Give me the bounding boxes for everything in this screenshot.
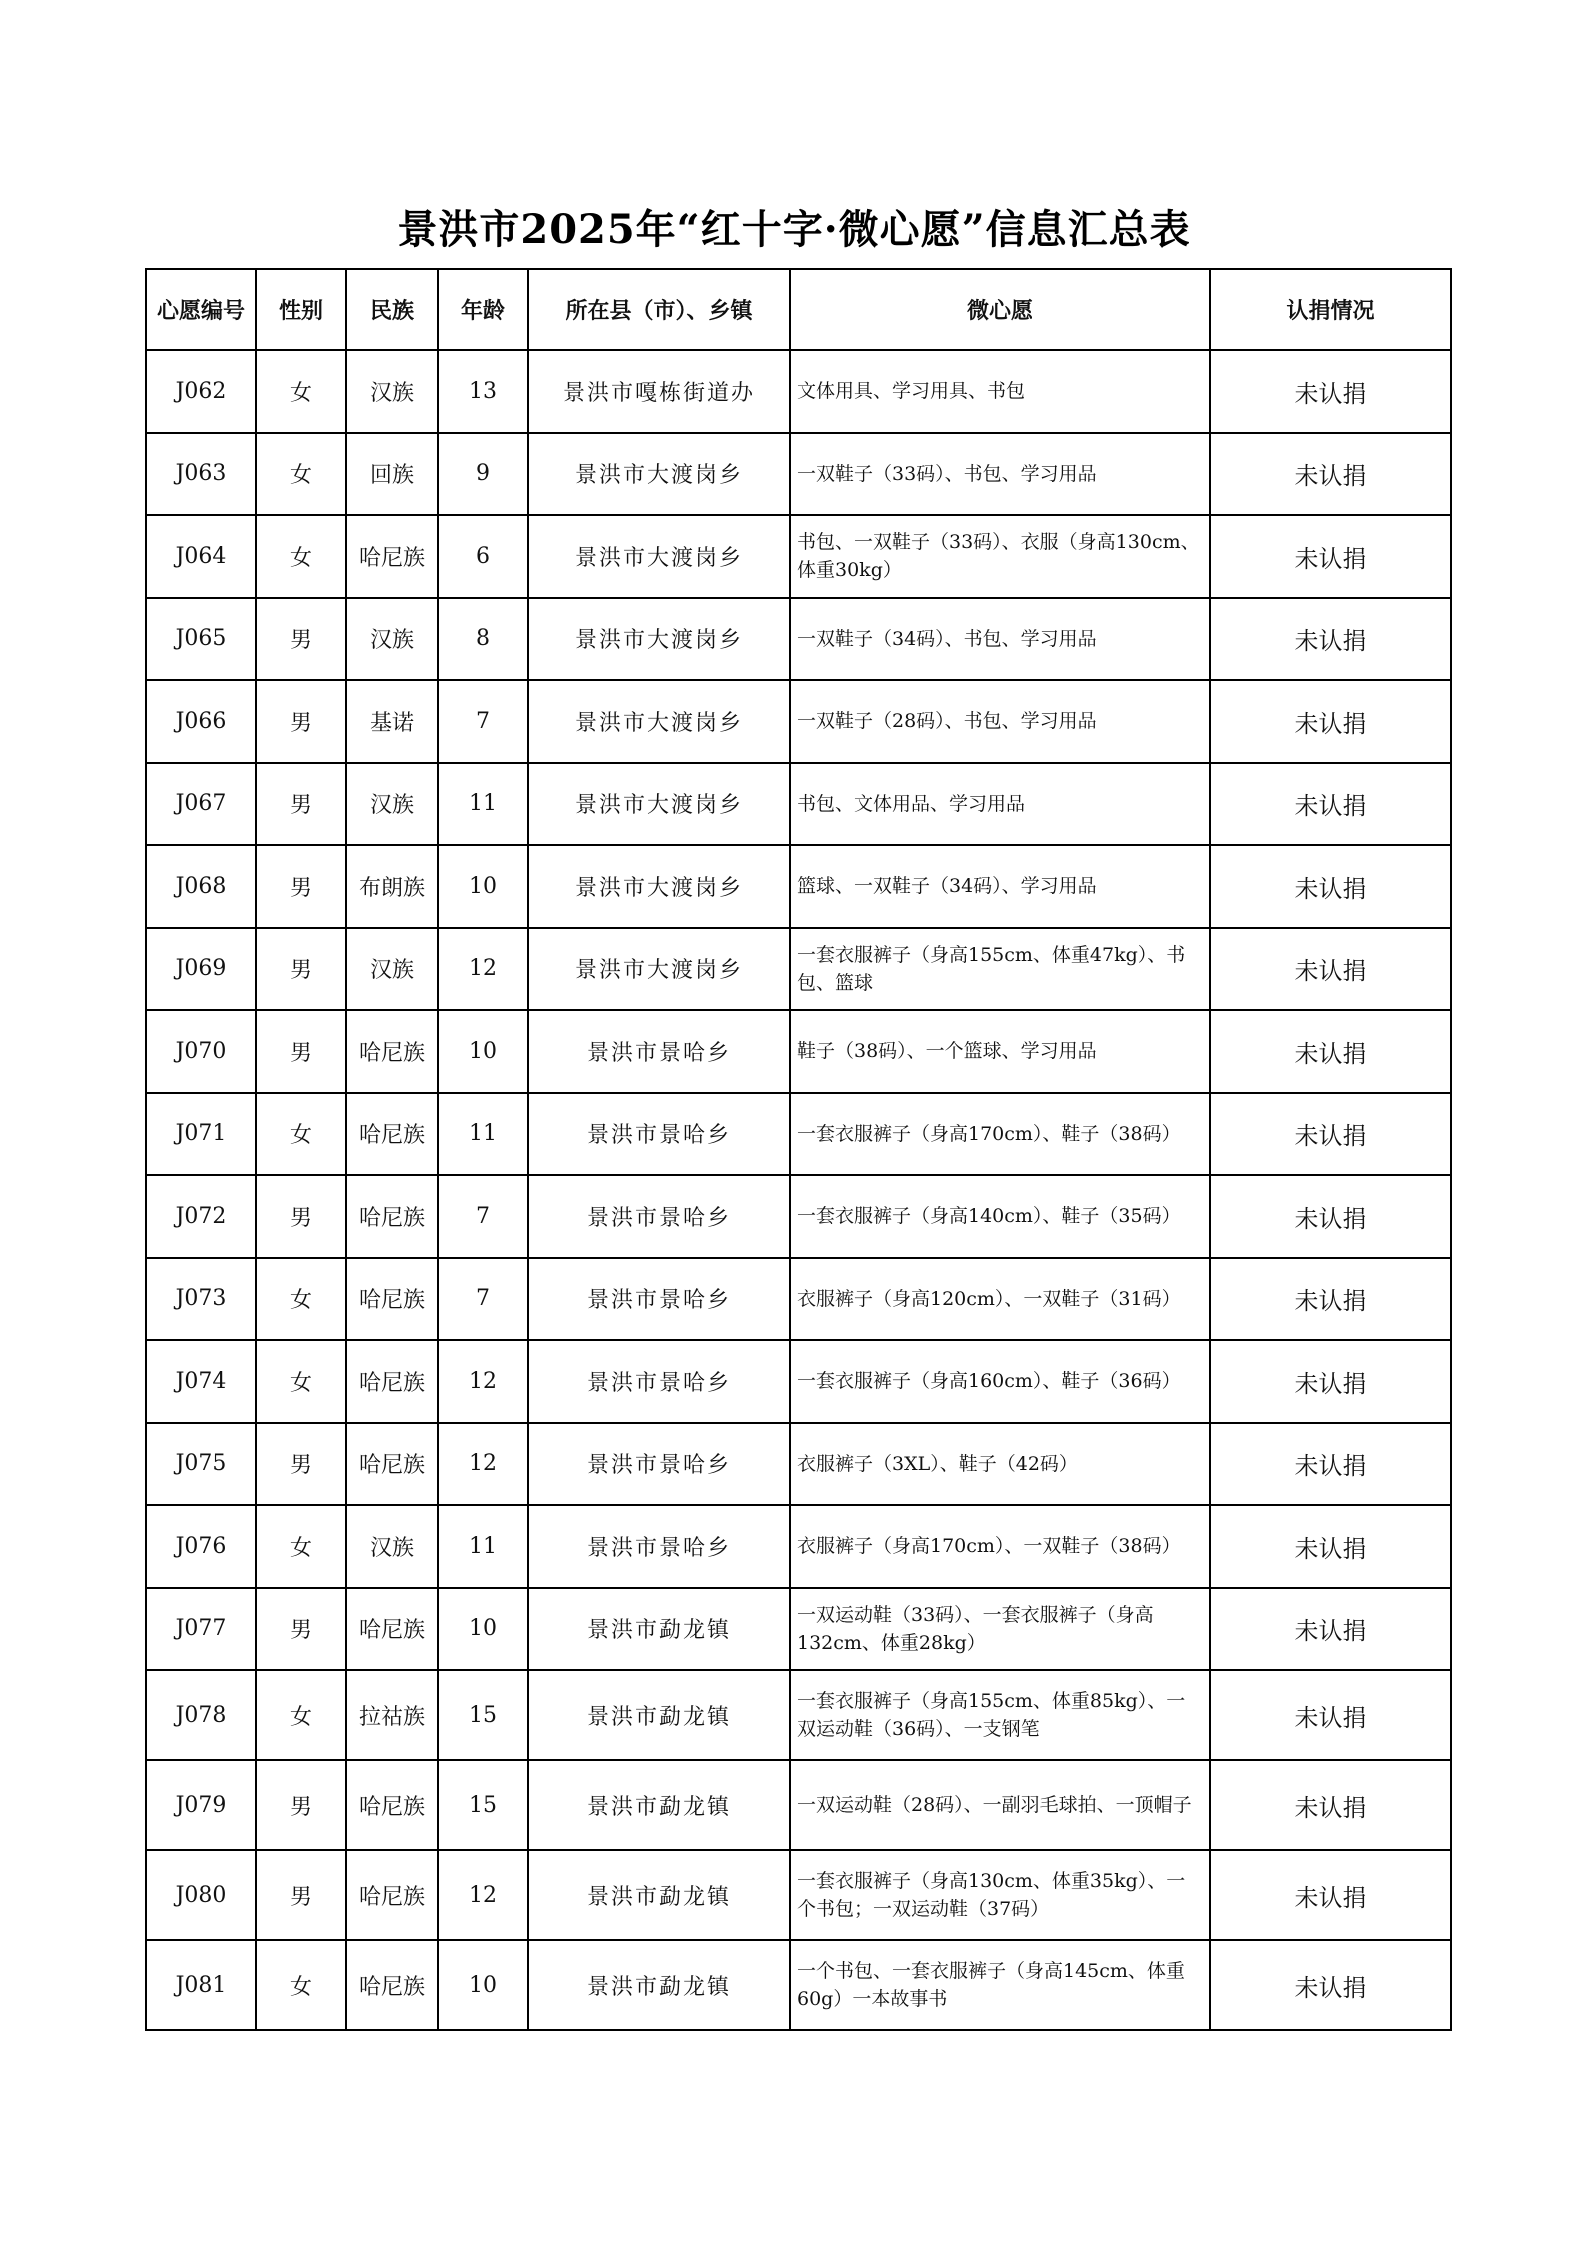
cell-donation-status: 未认捐 — [1210, 845, 1451, 928]
cell-location: 景洪市景哈乡 — [528, 1258, 790, 1341]
cell-gender: 男 — [256, 680, 346, 763]
cell-wish-id: J076 — [146, 1505, 256, 1588]
cell-gender: 男 — [256, 1850, 346, 1940]
cell-location: 景洪市大渡岗乡 — [528, 928, 790, 1011]
cell-ethnicity: 哈尼族 — [346, 1588, 438, 1671]
cell-wish-id: J073 — [146, 1258, 256, 1341]
cell-age: 7 — [438, 1175, 528, 1258]
cell-donation-status: 未认捐 — [1210, 433, 1451, 516]
cell-wish: 衣服裤子（身高120cm）、一双鞋子（31码） — [790, 1258, 1210, 1341]
cell-age: 10 — [438, 1588, 528, 1671]
cell-wish: 一套衣服裤子（身高130cm、体重35kg）、一个书包；一双运动鞋（37码） — [790, 1850, 1210, 1940]
cell-wish-id: J064 — [146, 515, 256, 598]
cell-ethnicity: 拉祜族 — [346, 1670, 438, 1760]
cell-wish: 一个书包、一套衣服裤子（身高145cm、体重60g）一本故事书 — [790, 1940, 1210, 2030]
cell-wish: 一套衣服裤子（身高160cm）、鞋子（36码） — [790, 1340, 1210, 1423]
cell-ethnicity: 哈尼族 — [346, 1093, 438, 1176]
cell-age: 15 — [438, 1670, 528, 1760]
cell-ethnicity: 哈尼族 — [346, 1258, 438, 1341]
cell-location: 景洪市景哈乡 — [528, 1010, 790, 1093]
cell-donation-status: 未认捐 — [1210, 1258, 1451, 1341]
cell-ethnicity: 哈尼族 — [346, 1010, 438, 1093]
header-ethnicity: 民族 — [346, 269, 438, 350]
cell-donation-status: 未认捐 — [1210, 1093, 1451, 1176]
cell-wish-id: J079 — [146, 1760, 256, 1850]
cell-donation-status: 未认捐 — [1210, 1010, 1451, 1093]
cell-wish-id: J072 — [146, 1175, 256, 1258]
header-wish: 微心愿 — [790, 269, 1210, 350]
cell-wish: 一套衣服裤子（身高170cm）、鞋子（38码） — [790, 1093, 1210, 1176]
table-row — [146, 1505, 1451, 1588]
cell-wish: 衣服裤子（3XL）、鞋子（42码） — [790, 1423, 1210, 1506]
table-row — [146, 1340, 1451, 1423]
cell-wish-id: J068 — [146, 845, 256, 928]
cell-location: 景洪市大渡岗乡 — [528, 598, 790, 681]
cell-wish-id: J071 — [146, 1093, 256, 1176]
table-row — [146, 1175, 1451, 1258]
cell-location: 景洪市大渡岗乡 — [528, 515, 790, 598]
cell-location: 景洪市勐龙镇 — [528, 1940, 790, 2030]
cell-donation-status: 未认捐 — [1210, 515, 1451, 598]
cell-location: 景洪市景哈乡 — [528, 1175, 790, 1258]
cell-gender: 女 — [256, 433, 346, 516]
cell-age: 12 — [438, 928, 528, 1011]
cell-wish-id: J074 — [146, 1340, 256, 1423]
cell-donation-status: 未认捐 — [1210, 598, 1451, 681]
cell-wish: 书包、一双鞋子（33码）、衣服（身高130cm、体重30kg） — [790, 515, 1210, 598]
page-title: 景洪市2025年“红十字·微心愿”信息汇总表 — [397, 206, 1191, 253]
cell-age: 10 — [438, 1940, 528, 2030]
cell-ethnicity: 哈尼族 — [346, 1850, 438, 1940]
cell-gender: 女 — [256, 1258, 346, 1341]
table-row — [146, 1850, 1451, 1940]
cell-location: 景洪市大渡岗乡 — [528, 433, 790, 516]
cell-wish-id: J063 — [146, 433, 256, 516]
cell-age: 10 — [438, 1010, 528, 1093]
cell-gender: 男 — [256, 1588, 346, 1671]
cell-donation-status: 未认捐 — [1210, 1505, 1451, 1588]
cell-wish-id: J065 — [146, 598, 256, 681]
cell-ethnicity: 哈尼族 — [346, 1760, 438, 1850]
cell-wish-id: J069 — [146, 928, 256, 1011]
cell-ethnicity: 哈尼族 — [346, 1940, 438, 2030]
table-row — [146, 1940, 1451, 2030]
cell-location: 景洪市景哈乡 — [528, 1505, 790, 1588]
cell-age: 6 — [438, 515, 528, 598]
cell-wish-id: J081 — [146, 1940, 256, 2030]
table-row — [146, 515, 1451, 598]
table-row — [146, 1258, 1451, 1341]
cell-ethnicity: 哈尼族 — [346, 1175, 438, 1258]
cell-location: 景洪市嘎栋街道办 — [528, 350, 790, 433]
cell-wish: 一双运动鞋（28码）、一副羽毛球拍、一顶帽子 — [790, 1760, 1210, 1850]
table-row — [146, 1010, 1451, 1093]
cell-gender: 女 — [256, 1670, 346, 1760]
cell-age: 12 — [438, 1850, 528, 1940]
cell-wish: 一套衣服裤子（身高155cm、体重47kg）、书包、篮球 — [790, 928, 1210, 1011]
cell-location: 景洪市勐龙镇 — [528, 1760, 790, 1850]
cell-wish: 一双鞋子（28码）、书包、学习用品 — [790, 680, 1210, 763]
table-row — [146, 433, 1451, 516]
cell-wish-id: J067 — [146, 763, 256, 846]
table-row — [146, 598, 1451, 681]
cell-ethnicity: 布朗族 — [346, 845, 438, 928]
cell-gender: 男 — [256, 598, 346, 681]
table-row — [146, 680, 1451, 763]
cell-age: 12 — [438, 1340, 528, 1423]
cell-ethnicity: 哈尼族 — [346, 1423, 438, 1506]
table-row — [146, 845, 1451, 928]
cell-donation-status: 未认捐 — [1210, 1670, 1451, 1760]
cell-donation-status: 未认捐 — [1210, 1588, 1451, 1671]
table-row — [146, 928, 1451, 1011]
cell-ethnicity: 汉族 — [346, 763, 438, 846]
cell-wish: 篮球、一双鞋子（34码）、学习用品 — [790, 845, 1210, 928]
table-header-row — [146, 269, 1451, 350]
cell-wish-id: J070 — [146, 1010, 256, 1093]
cell-wish-id: J078 — [146, 1670, 256, 1760]
cell-age: 13 — [438, 350, 528, 433]
cell-gender: 男 — [256, 1423, 346, 1506]
cell-wish-id: J066 — [146, 680, 256, 763]
cell-gender: 女 — [256, 1505, 346, 1588]
cell-location: 景洪市大渡岗乡 — [528, 763, 790, 846]
header-location: 所在县（市）、乡镇 — [528, 269, 790, 350]
cell-gender: 女 — [256, 1340, 346, 1423]
header-age: 年龄 — [438, 269, 528, 350]
cell-wish-id: J075 — [146, 1423, 256, 1506]
cell-donation-status: 未认捐 — [1210, 1423, 1451, 1506]
cell-donation-status: 未认捐 — [1210, 350, 1451, 433]
cell-wish-id: J077 — [146, 1588, 256, 1671]
cell-ethnicity: 汉族 — [346, 1505, 438, 1588]
cell-wish-id: J062 — [146, 350, 256, 433]
cell-wish: 书包、文体用品、学习用品 — [790, 763, 1210, 846]
table-row — [146, 1588, 1451, 1671]
cell-ethnicity: 回族 — [346, 433, 438, 516]
cell-age: 7 — [438, 680, 528, 763]
cell-gender: 男 — [256, 1175, 346, 1258]
table-row — [146, 350, 1451, 433]
cell-location: 景洪市大渡岗乡 — [528, 845, 790, 928]
cell-gender: 男 — [256, 928, 346, 1011]
wish-summary-table — [145, 268, 1452, 2031]
cell-gender: 男 — [256, 1010, 346, 1093]
cell-location: 景洪市景哈乡 — [528, 1423, 790, 1506]
cell-age: 8 — [438, 598, 528, 681]
table-row — [146, 1423, 1451, 1506]
cell-wish: 一双鞋子（33码）、书包、学习用品 — [790, 433, 1210, 516]
header-gender: 性别 — [256, 269, 346, 350]
cell-donation-status: 未认捐 — [1210, 763, 1451, 846]
cell-gender: 男 — [256, 1760, 346, 1850]
cell-gender: 男 — [256, 845, 346, 928]
cell-donation-status: 未认捐 — [1210, 1175, 1451, 1258]
cell-gender: 女 — [256, 515, 346, 598]
cell-ethnicity: 哈尼族 — [346, 515, 438, 598]
cell-wish: 文体用具、学习用具、书包 — [790, 350, 1210, 433]
cell-wish: 一双运动鞋（33码）、一套衣服裤子（身高132cm、体重28kg） — [790, 1588, 1210, 1671]
cell-wish: 一套衣服裤子（身高155cm、体重85kg）、一双运动鞋（36码）、一支钢笔 — [790, 1670, 1210, 1760]
table-row — [146, 1760, 1451, 1850]
cell-location: 景洪市勐龙镇 — [528, 1588, 790, 1671]
cell-donation-status: 未认捐 — [1210, 928, 1451, 1011]
cell-wish: 一套衣服裤子（身高140cm）、鞋子（35码） — [790, 1175, 1210, 1258]
cell-donation-status: 未认捐 — [1210, 1340, 1451, 1423]
cell-wish: 鞋子（38码）、一个篮球、学习用品 — [790, 1010, 1210, 1093]
cell-age: 9 — [438, 433, 528, 516]
cell-ethnicity: 汉族 — [346, 598, 438, 681]
cell-location: 景洪市勐龙镇 — [528, 1670, 790, 1760]
table-row — [146, 1093, 1451, 1176]
cell-donation-status: 未认捐 — [1210, 1760, 1451, 1850]
cell-ethnicity: 哈尼族 — [346, 1340, 438, 1423]
cell-gender: 男 — [256, 763, 346, 846]
header-donation-status: 认捐情况 — [1210, 269, 1451, 350]
header-wish-id: 心愿编号 — [146, 269, 256, 350]
cell-ethnicity: 汉族 — [346, 928, 438, 1011]
cell-age: 11 — [438, 1093, 528, 1176]
cell-donation-status: 未认捐 — [1210, 1940, 1451, 2030]
cell-age: 10 — [438, 845, 528, 928]
cell-donation-status: 未认捐 — [1210, 1850, 1451, 1940]
table-row — [146, 1670, 1451, 1760]
cell-location: 景洪市勐龙镇 — [528, 1850, 790, 1940]
cell-donation-status: 未认捐 — [1210, 680, 1451, 763]
cell-wish: 一双鞋子（34码）、书包、学习用品 — [790, 598, 1210, 681]
cell-gender: 女 — [256, 1093, 346, 1176]
cell-wish: 衣服裤子（身高170cm）、一双鞋子（38码） — [790, 1505, 1210, 1588]
cell-ethnicity: 汉族 — [346, 350, 438, 433]
cell-ethnicity: 基诺 — [346, 680, 438, 763]
cell-location: 景洪市景哈乡 — [528, 1093, 790, 1176]
cell-location: 景洪市景哈乡 — [528, 1340, 790, 1423]
cell-age: 11 — [438, 763, 528, 846]
cell-location: 景洪市大渡岗乡 — [528, 680, 790, 763]
table-row — [146, 763, 1451, 846]
cell-wish-id: J080 — [146, 1850, 256, 1940]
cell-age: 11 — [438, 1505, 528, 1588]
cell-age: 15 — [438, 1760, 528, 1850]
cell-age: 7 — [438, 1258, 528, 1341]
cell-gender: 女 — [256, 1940, 346, 2030]
cell-gender: 女 — [256, 350, 346, 433]
cell-age: 12 — [438, 1423, 528, 1506]
